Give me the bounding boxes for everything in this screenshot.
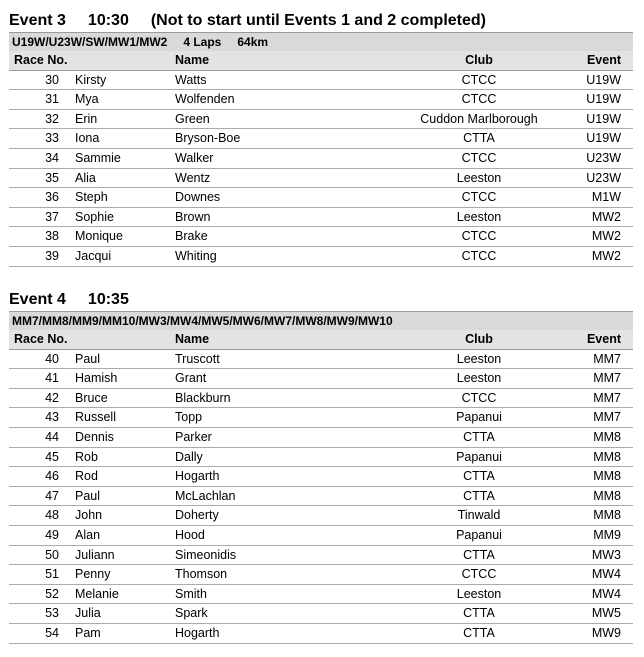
event-note: (Not to start until Events 1 and 2 completed): [150, 12, 486, 29]
club-name: CTTA: [463, 131, 495, 146]
last-name: Hood: [175, 527, 205, 542]
club-name: Cuddon Marlborough: [420, 111, 538, 126]
event-code: MM7: [593, 390, 621, 405]
table-header: [9, 330, 633, 350]
header-name: Name: [175, 332, 210, 346]
event-code: MW3: [591, 547, 621, 562]
club-name: Leeston: [456, 351, 502, 366]
race-number: 54: [45, 625, 59, 640]
table-row: [9, 565, 633, 585]
club-name: CTCC: [461, 567, 497, 582]
club-name: CTCC: [461, 229, 497, 244]
event-4-category-bar: [9, 311, 633, 330]
race-number: 32: [45, 111, 59, 126]
header-race-no: Race No.: [14, 53, 68, 67]
table-row: [9, 467, 633, 487]
first-name: Alia: [75, 170, 96, 185]
first-name: John: [75, 508, 103, 523]
race-number: 40: [45, 351, 59, 366]
event-code: MM8: [593, 488, 621, 503]
event-code: U23W: [586, 150, 621, 165]
event-code: U19W: [586, 131, 621, 146]
last-name: Doherty: [175, 508, 219, 523]
last-name: Dally: [175, 449, 203, 464]
table-row: [9, 408, 633, 428]
race-number: 53: [45, 606, 59, 621]
race-number: 47: [45, 488, 59, 503]
first-name: Monique: [75, 229, 123, 244]
last-name: Walker: [175, 150, 214, 165]
event-code: MW9: [591, 625, 621, 640]
club-name: CTTA: [463, 625, 495, 640]
event-code: M1W: [591, 190, 621, 205]
table-row: [9, 389, 633, 409]
event-categories: U19W/U23W/SW/MW1/MW2: [12, 35, 168, 49]
race-number: 38: [45, 229, 59, 244]
first-name: Iona: [75, 131, 100, 146]
club-name: Leeston: [456, 170, 502, 185]
table-row: [9, 506, 633, 526]
table-row: [9, 350, 633, 370]
last-name: Topp: [175, 410, 203, 425]
club-name: CTCC: [461, 248, 497, 263]
first-name: Melanie: [75, 586, 119, 601]
table-row: [9, 448, 633, 468]
event-code: MM7: [593, 371, 621, 386]
last-name: McLachlan: [175, 488, 236, 503]
header-club: Club: [465, 53, 493, 67]
event-laps: 4 Laps: [183, 35, 222, 49]
event-3-category-bar: [9, 32, 633, 51]
table-row: [9, 149, 633, 169]
event-code: MM8: [593, 508, 621, 523]
club-name: CTTA: [463, 488, 495, 503]
last-name: Thomson: [175, 567, 228, 582]
race-number: 48: [45, 508, 59, 523]
race-number: 30: [45, 72, 59, 87]
club-name: Leeston: [456, 371, 502, 386]
event-code: MM8: [593, 449, 621, 464]
event-code: U19W: [586, 111, 621, 126]
first-name: Bruce: [75, 390, 108, 405]
first-name: Penny: [75, 567, 111, 582]
event-code: MW4: [591, 586, 621, 601]
first-name: Julia: [75, 606, 101, 621]
club-name: Tinwald: [457, 508, 501, 523]
last-name: Smith: [175, 586, 207, 601]
table-row: [9, 428, 633, 448]
first-name: Dennis: [75, 429, 114, 444]
first-name: Kirsty: [75, 72, 107, 87]
race-number: 35: [45, 170, 59, 185]
club-name: CTTA: [463, 469, 495, 484]
club-name: CTCC: [461, 72, 497, 87]
first-name: Steph: [75, 190, 108, 205]
last-name: Truscott: [175, 351, 220, 366]
race-number: 36: [45, 190, 59, 205]
club-name: Leeston: [456, 209, 502, 224]
table-row: [9, 624, 633, 644]
race-number: 45: [45, 449, 59, 464]
last-name: Whiting: [175, 248, 217, 263]
last-name: Wolfenden: [175, 92, 235, 107]
table-row: [9, 208, 633, 228]
last-name: Grant: [175, 371, 207, 386]
event-label: Event 4: [9, 291, 66, 308]
event-code: MM7: [593, 351, 621, 366]
header-event: Event: [586, 332, 621, 346]
header-event: Event: [586, 53, 621, 67]
race-number: 34: [45, 150, 59, 165]
club-name: CTCC: [461, 390, 497, 405]
event-code: MW4: [591, 567, 621, 582]
first-name: Paul: [75, 488, 101, 503]
club-name: CTCC: [461, 92, 497, 107]
table-row: [9, 169, 633, 189]
club-name: Papanui: [456, 449, 502, 464]
first-name: Paul: [75, 351, 101, 366]
club-name: Papanui: [456, 527, 502, 542]
table-row: [9, 227, 633, 247]
header-race-no: Race No.: [14, 332, 68, 346]
first-name: Jacqui: [75, 248, 112, 263]
first-name: Rod: [75, 469, 98, 484]
event-code: MW5: [591, 606, 621, 621]
first-name: Sophie: [75, 209, 114, 224]
event-4-title: [9, 289, 633, 311]
table-row: [9, 188, 633, 208]
race-number: 52: [45, 586, 59, 601]
event-distance: 64km: [237, 35, 269, 49]
event-time: 10:35: [87, 291, 129, 308]
event-code: U19W: [586, 72, 621, 87]
event-code: MW2: [591, 248, 621, 263]
last-name: Spark: [175, 606, 208, 621]
first-name: Sammie: [75, 150, 121, 165]
last-name: Simeonidis: [175, 547, 237, 562]
race-number: 44: [45, 429, 59, 444]
club-name: CTTA: [463, 547, 495, 562]
race-number: 41: [45, 371, 59, 386]
table-row: [9, 585, 633, 605]
last-name: Wentz: [175, 170, 211, 185]
last-name: Watts: [175, 72, 207, 87]
event-4-rows: [9, 350, 633, 644]
table-row: [9, 71, 633, 91]
event-code: MM8: [593, 429, 621, 444]
event-code: MM9: [593, 527, 621, 542]
table-row: [9, 90, 633, 110]
first-name: Hamish: [75, 371, 118, 386]
header-club: Club: [465, 332, 493, 346]
event-3-section: [9, 10, 633, 267]
event-3-title: [9, 10, 633, 32]
event-code: U19W: [586, 92, 621, 107]
table-row: [9, 526, 633, 546]
event-code: MM7: [593, 410, 621, 425]
race-number: 46: [45, 469, 59, 484]
last-name: Hogarth: [175, 625, 220, 640]
event-3-rows: [9, 71, 633, 267]
first-name: Pam: [75, 625, 101, 640]
header-name: Name: [175, 53, 210, 67]
race-number: 37: [45, 209, 59, 224]
event-code: MW2: [591, 209, 621, 224]
event-code: U23W: [586, 170, 621, 185]
event-code: MM8: [593, 469, 621, 484]
table-row: [9, 369, 633, 389]
last-name: Parker: [175, 429, 212, 444]
event-code: MW2: [591, 229, 621, 244]
club-name: CTTA: [463, 606, 495, 621]
last-name: Blackburn: [175, 390, 231, 405]
club-name: Papanui: [456, 410, 502, 425]
first-name: Mya: [75, 92, 99, 107]
first-name: Juliann: [75, 547, 115, 562]
table-row: [9, 546, 633, 566]
last-name: Brown: [175, 209, 211, 224]
event-label: Event 3: [9, 12, 66, 29]
first-name: Erin: [75, 111, 98, 126]
race-number: 49: [45, 527, 59, 542]
race-number: 33: [45, 131, 59, 146]
last-name: Hogarth: [175, 469, 220, 484]
table-header: [9, 51, 633, 71]
last-name: Bryson-Boe: [175, 131, 241, 146]
club-name: CTTA: [463, 429, 495, 444]
race-number: 50: [45, 547, 59, 562]
table-row: [9, 247, 633, 267]
first-name: Russell: [75, 410, 116, 425]
event-categories: MM7/MM8/MM9/MM10/MW3/MW4/MW5/MW6/MW7/MW8/MW9/MW10: [12, 314, 393, 328]
last-name: Green: [175, 111, 210, 126]
table-row: [9, 110, 633, 130]
race-number: 31: [45, 92, 59, 107]
race-number: 39: [45, 248, 59, 263]
first-name: Alan: [75, 527, 101, 542]
table-row: [9, 604, 633, 624]
club-name: CTCC: [461, 150, 497, 165]
race-number: 42: [45, 390, 59, 405]
event-time: 10:30: [87, 12, 129, 29]
race-number: 43: [45, 410, 59, 425]
club-name: Leeston: [456, 586, 502, 601]
club-name: CTCC: [461, 190, 497, 205]
table-row: [9, 129, 633, 149]
first-name: Rob: [75, 449, 98, 464]
last-name: Brake: [175, 229, 208, 244]
last-name: Downes: [175, 190, 221, 205]
table-row: [9, 487, 633, 507]
race-number: 51: [45, 567, 59, 582]
event-4-section: [9, 289, 633, 644]
